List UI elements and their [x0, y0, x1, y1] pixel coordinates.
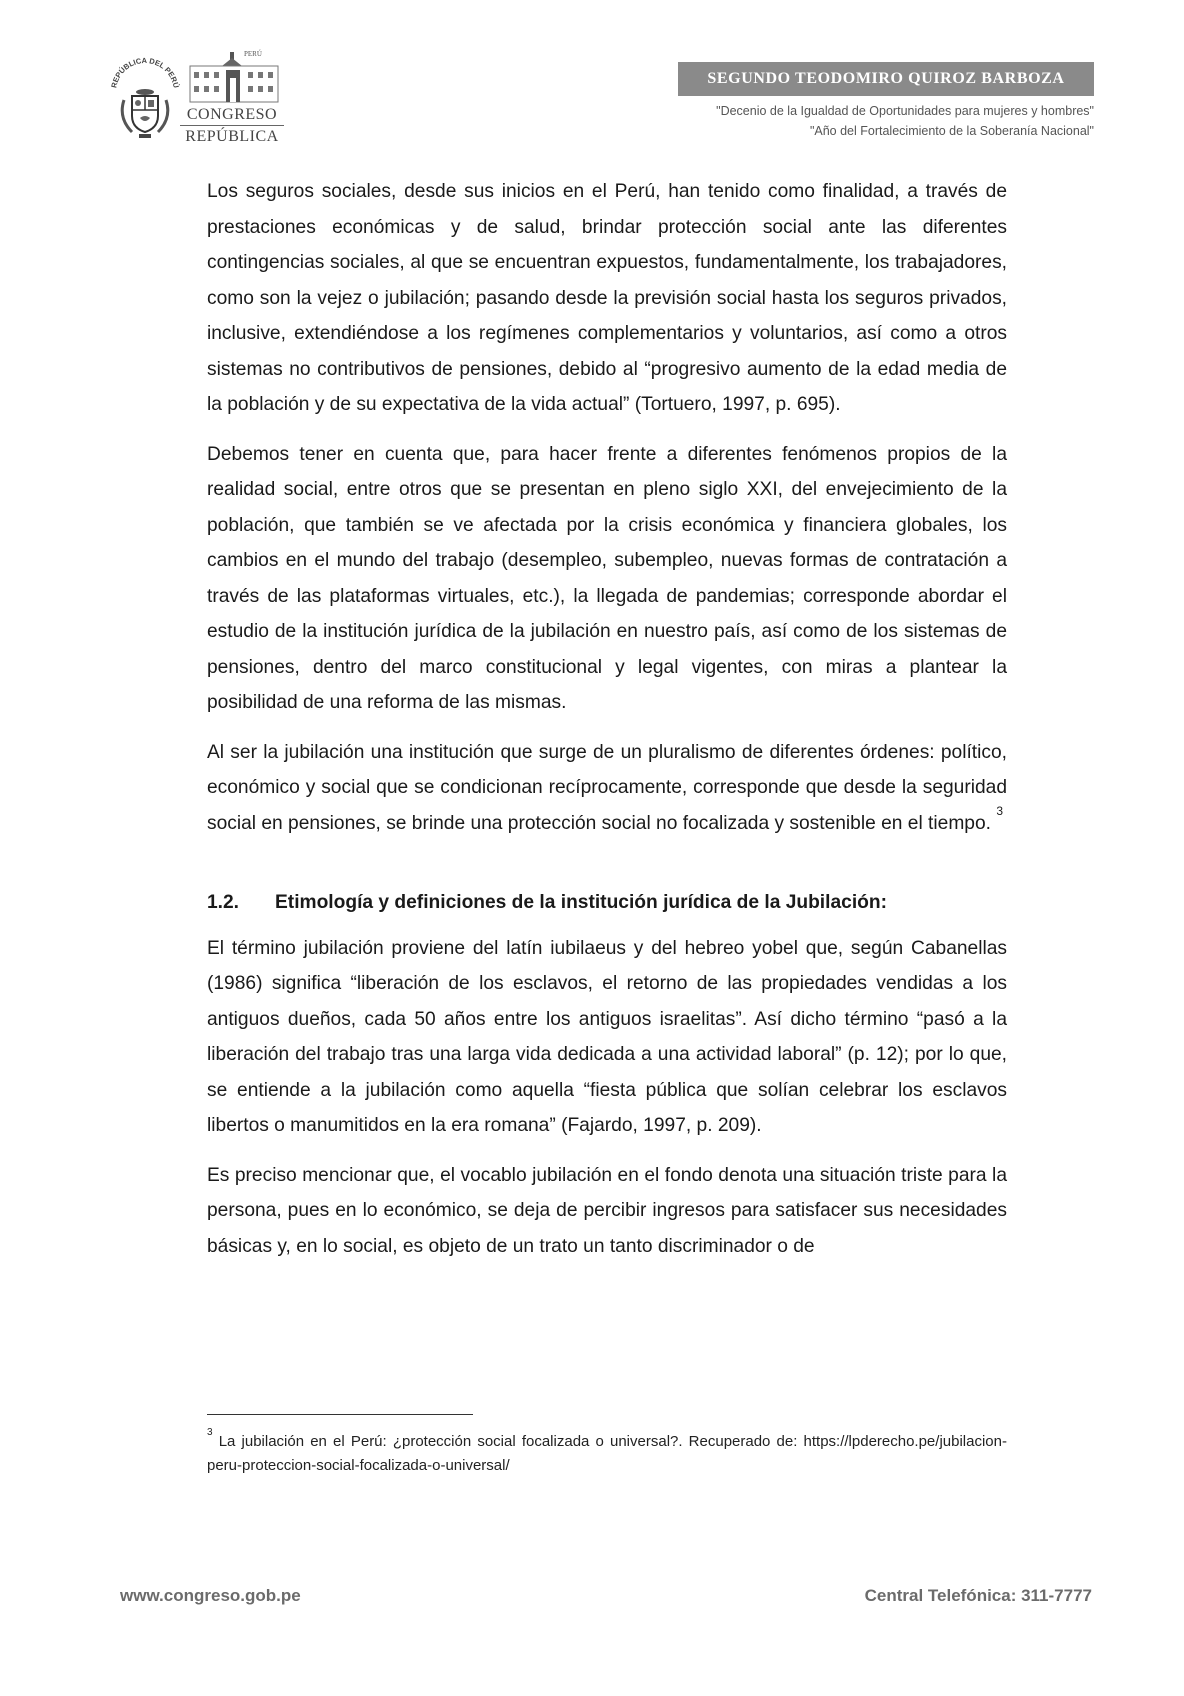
decade-motto: "Decenio de la Igualdad de Oportunidades para mujeres y hombres": [716, 104, 1094, 118]
logo-republica: REPÚBLICA: [185, 128, 279, 145]
congressman-name-banner: SEGUNDO TEODOMIRO QUIROZ BARBOZA: [678, 62, 1094, 96]
footer-phone: Central Telefónica: 311-7777: [864, 1586, 1092, 1605]
seal-text: REPÚBLICA DEL PERÚ: [110, 55, 180, 89]
section-title: Etimología y definiciones de la institución jurídica de la Jubilación:: [275, 892, 887, 913]
paragraph-2: Debemos tener en cuenta que, para hacer frente a diferentes fenómenos propios de la realidad social, entre otros que se presentan en pleno siglo XXI, del envejecimiento de la población, que también se ve afectada por la crisis económica y financiera globales, los cambios en el mundo del trabajo (desempleo, subempleo, nuevas formas de contratación a través de las plataformas virtuales, etc.), la llegada de pandemias; corresponde abordar el estudio de la institución jurídica de la jubilación en nuestro país, así como de los sistemas de pensiones, dentro del marco constitucional y legal vigentes, con miras a plantear la posibilidad de una reforma de las mismas.: [207, 443, 1007, 713]
footnote-number: 3: [207, 1427, 213, 1438]
section-number: 1.2.: [207, 892, 240, 913]
peru-coat-of-arms-icon: [110, 52, 180, 144]
logo-congreso: CONGRESO: [180, 106, 284, 126]
footnote-reference: 3: [996, 804, 1004, 819]
coat-of-arms-graphic: [110, 52, 180, 144]
footnote-text: La jubilación en el Perú: ¿protección social focalizada o universal?. Recuperado de: https://lpderecho.pe/jubilacion-peru-proteccion-social-focalizada-o-universal/: [207, 1433, 1007, 1474]
footnote: [207, 1427, 1007, 1478]
year-motto: "Año del Fortalecimiento de la Soberanía Nacional": [809, 124, 1094, 138]
congress-logo-text: [180, 106, 284, 146]
paragraph-5: Es preciso mencionar que, el vocablo jubilación en el fondo denota una situación triste para la persona, pues en lo económico, se deja de percibir ingresos para satisfacer sus necesidades básicas y, en lo social, es objeto de un trato un tanto discriminador o de: [207, 1164, 1007, 1257]
paragraph-4: El término jubilación proviene del latín iubilaeus y del hebreo yobel que, según Cabanellas (1986) significa “liberación de los esclavos, el retorno de las propiedades vendidas a los antiguos dueños, cada 50 años entre los antiguos israelitas”. Así dicho término “pasó a la liberación del trabajo tras una larga vida dedicada a una actividad laboral” (p. 12); por lo que, se entiende a la jubilación como aquella “fiesta pública que solían celebrar los esclavos libertos o manumitidos en la era romana” (Fajardo, 1997, p. 209).: [207, 937, 1007, 1136]
footnote-separator: [207, 1414, 473, 1415]
paragraph-1: Los seguros sociales, desde sus inicios en el Perú, han tenido como finalidad, a través de prestaciones económicas y de salud, brindar protección social ante las diferentes contingencias sociales, al que se encuentran expuestos, fundamentalmente, los trabajadores, como son la vejez o jubilación; pasando desde la previsión social hasta los seguros privados, inclusive, extendiéndose a los regímenes complementarios y voluntarios, así como a otros sistemas no contributivos de pensiones, debido al “progresivo aumento de la edad media de la población y de su expectativa de la vida actual” (Tortuero, 1997, p. 695).: [207, 181, 1007, 415]
paragraph-3: [207, 735, 1007, 842]
paragraph-3-text: Al ser la jubilación una institución que surge de un pluralismo de diferentes órdenes: político, económico y social que se condicionan recíprocamente, corresponde que desde la seguridad social en pensiones, se brinde una protección social no focalizada y sostenible en el tiempo.: [207, 741, 1007, 834]
congress-building-icon: [186, 48, 282, 108]
building-caption: PERÚ: [244, 50, 262, 58]
footer-website: www.congreso.gob.pe: [120, 1586, 301, 1605]
document-body: [207, 174, 1007, 1278]
section-heading: [207, 885, 1007, 921]
